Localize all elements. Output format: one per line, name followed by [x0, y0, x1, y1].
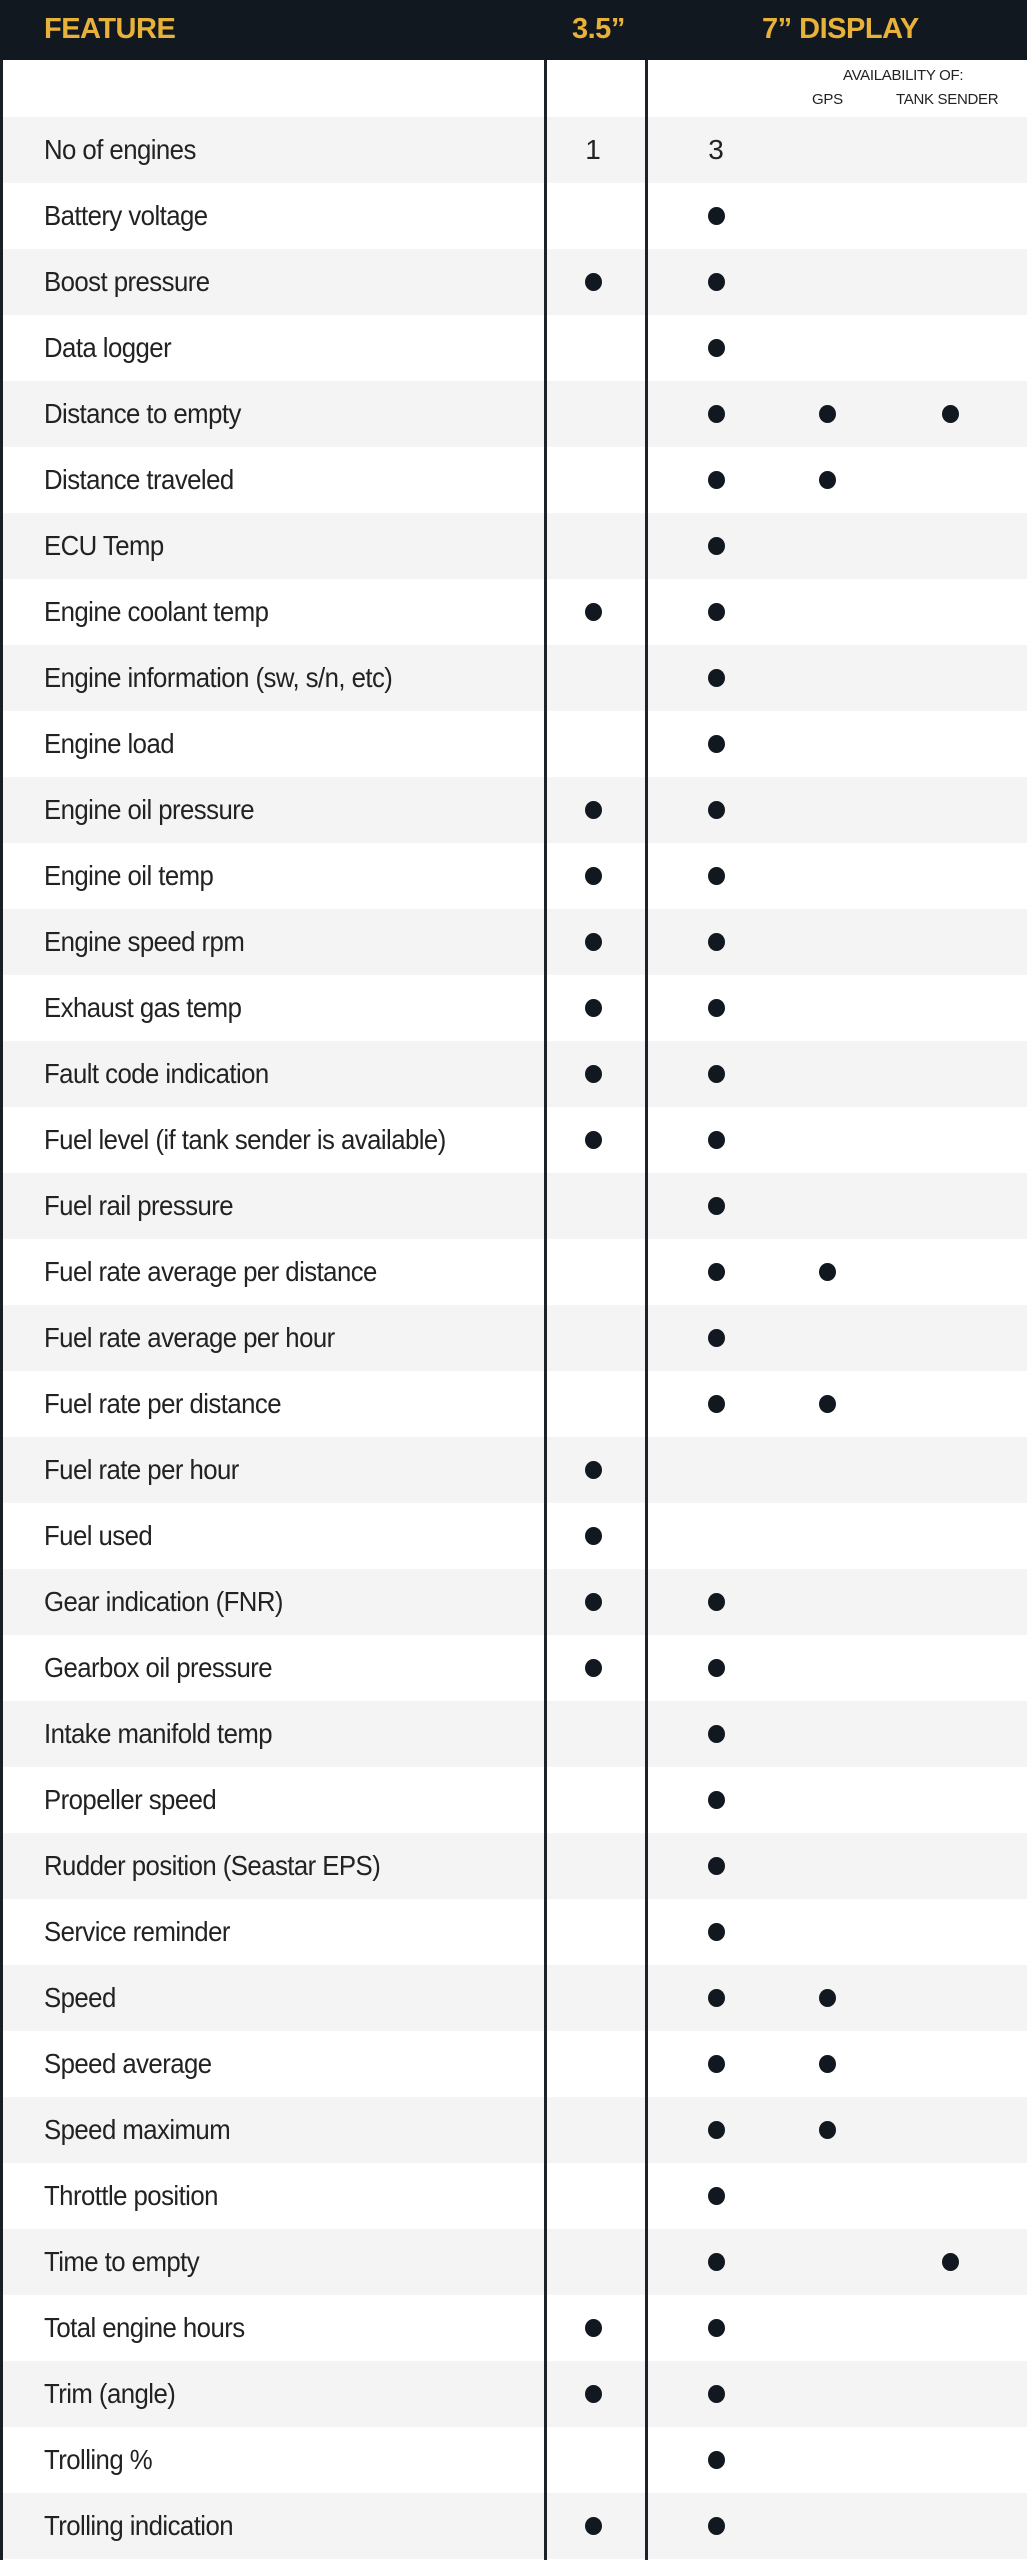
7-display-cell: [696, 2295, 736, 2361]
table-row: [3, 1239, 1027, 1305]
table-row: [3, 117, 1027, 183]
bullet-dot-icon: [585, 1131, 602, 1149]
bullet-dot-icon: [708, 1989, 725, 2007]
tank-sender-cell: [930, 1173, 970, 1239]
bullet-dot-icon: [708, 339, 725, 357]
table-row: [3, 381, 1027, 447]
bullet-dot-icon: [708, 1659, 725, 1677]
table-row: [3, 1041, 1027, 1107]
3-5-display-cell: [573, 1041, 613, 1107]
feature-table-body: [3, 117, 1027, 2559]
bullet-dot-icon: [708, 471, 725, 489]
3-5-display-cell: [573, 315, 613, 381]
7-display-cell: [696, 183, 736, 249]
feature-label: Distance to empty: [44, 398, 241, 429]
gps-cell: [807, 2427, 847, 2493]
bullet-dot-icon: [819, 2121, 836, 2139]
7-display-cell: [696, 843, 736, 909]
tank-sender-cell: [930, 1437, 970, 1503]
gps-cell: [807, 1239, 847, 1305]
table-row: [3, 1437, 1027, 1503]
bullet-dot-icon: [585, 273, 602, 291]
tank-sender-cell: [930, 1899, 970, 1965]
7-display-cell: [696, 447, 736, 513]
feature-label: Fuel rate per hour: [44, 1454, 239, 1485]
tank-sender-cell: [930, 1107, 970, 1173]
bullet-dot-icon: [708, 1593, 725, 1611]
7-display-cell: [696, 2361, 736, 2427]
table-row: [3, 2163, 1027, 2229]
7-display-cell: [696, 2229, 736, 2295]
bullet-dot-icon: [708, 603, 725, 621]
bullet-dot-icon: [708, 2055, 725, 2073]
tank-sender-cell: [930, 2427, 970, 2493]
tank-sender-cell: [930, 2031, 970, 2097]
7-display-cell: [696, 645, 736, 711]
tank-sender-cell: [930, 909, 970, 975]
table-row: [3, 447, 1027, 513]
7-display-cell: [696, 1371, 736, 1437]
7-display-cell: [696, 1569, 736, 1635]
gps-cell: [807, 909, 847, 975]
bullet-dot-icon: [708, 2517, 725, 2535]
tank-sender-cell: [930, 1371, 970, 1437]
tank-sender-cell: [930, 2295, 970, 2361]
table-row: [3, 1569, 1027, 1635]
3-5-display-cell: [573, 1569, 613, 1635]
tank-sender-cell: [930, 447, 970, 513]
3-5-display-cell: [573, 1701, 613, 1767]
feature-label: Speed average: [44, 2048, 212, 2079]
7-display-cell: [696, 2427, 736, 2493]
tank-sender-cell: [930, 1833, 970, 1899]
feature-label: Propeller speed: [44, 1784, 217, 1815]
tank-sender-cell: [930, 777, 970, 843]
table-row: [3, 1635, 1027, 1701]
bullet-dot-icon: [708, 933, 725, 951]
table-row: [3, 249, 1027, 315]
bullet-dot-icon: [585, 2517, 602, 2535]
7-display-cell: [696, 975, 736, 1041]
7-display-cell: [696, 1107, 736, 1173]
bullet-dot-icon: [708, 1263, 725, 1281]
table-row: [3, 1965, 1027, 2031]
bullet-dot-icon: [819, 1989, 836, 2007]
feature-label: Throttle position: [44, 2180, 218, 2211]
tank-sender-cell: [930, 249, 970, 315]
bullet-dot-icon: [585, 1461, 602, 1479]
gps-cell: [807, 1371, 847, 1437]
bullet-dot-icon: [708, 1725, 725, 1743]
gps-cell: [807, 1173, 847, 1239]
feature-label: Battery voltage: [44, 200, 208, 231]
gps-cell: [807, 2361, 847, 2427]
3-5-display-cell: [573, 1767, 613, 1833]
3-5-display-cell: [573, 447, 613, 513]
table-row: [3, 1503, 1027, 1569]
7-display-cell: [696, 1965, 736, 2031]
3-5-display-cell: [573, 1635, 613, 1701]
3-5-display-cell: [573, 249, 613, 315]
gps-cell: [807, 447, 847, 513]
table-row: [3, 975, 1027, 1041]
feature-label: Total engine hours: [44, 2312, 245, 2343]
tank-sender-cell: [930, 1503, 970, 1569]
table-row: [3, 711, 1027, 777]
7-display-cell: [696, 1635, 736, 1701]
bullet-dot-icon: [708, 867, 725, 885]
tank-sender-cell: [930, 1701, 970, 1767]
bullet-dot-icon: [708, 2253, 725, 2271]
feature-label: Rudder position (Seastar EPS): [44, 1850, 381, 1881]
3-5-display-cell: [573, 2229, 613, 2295]
bullet-dot-icon: [708, 1395, 725, 1413]
column-header-3-5-display: 3.5”: [572, 13, 625, 45]
table-header: [0, 0, 1027, 60]
tank-sender-cell: [930, 1767, 970, 1833]
bullet-dot-icon: [708, 2451, 725, 2469]
7-display-cell: [696, 2031, 736, 2097]
bullet-dot-icon: [708, 2319, 725, 2337]
gps-column-label: GPS: [812, 91, 843, 108]
table-row: [3, 513, 1027, 579]
feature-label: Fuel level (if tank sender is available): [44, 1124, 446, 1155]
feature-label: Fuel rate average per distance: [44, 1256, 377, 1287]
tank-sender-cell: [930, 315, 970, 381]
bullet-dot-icon: [585, 2385, 602, 2403]
bullet-dot-icon: [708, 1065, 725, 1083]
7-display-cell: [696, 1437, 736, 1503]
feature-label: Engine oil pressure: [44, 794, 255, 825]
tank-sender-cell: [930, 1965, 970, 2031]
gps-cell: [807, 1503, 847, 1569]
7-display-cell: [696, 711, 736, 777]
gps-cell: [807, 315, 847, 381]
table-row: [3, 2097, 1027, 2163]
column-header-feature: FEATURE: [44, 13, 176, 45]
table-row: [3, 777, 1027, 843]
feature-label: Speed: [44, 1982, 116, 2013]
7-display-cell: [696, 1173, 736, 1239]
feature-label: Engine load: [44, 728, 175, 759]
bullet-dot-icon: [708, 2121, 725, 2139]
feature-label: Service reminder: [44, 1916, 230, 1947]
gps-cell: [807, 645, 847, 711]
3-5-display-cell: [573, 183, 613, 249]
bullet-dot-icon: [585, 603, 602, 621]
7-display-cell: [696, 381, 736, 447]
feature-label: Distance traveled: [44, 464, 234, 495]
table-row: [3, 909, 1027, 975]
7-display-cell: [696, 1239, 736, 1305]
3-5-display-cell: [573, 381, 613, 447]
7-display-cell: [696, 2493, 736, 2559]
3-5-display-cell: [573, 1371, 613, 1437]
feature-label: Engine coolant temp: [44, 596, 269, 627]
7-display-cell: [696, 1041, 736, 1107]
gps-cell: [807, 1305, 847, 1371]
feature-label: Fault code indication: [44, 1058, 269, 1089]
bullet-dot-icon: [585, 1659, 602, 1677]
tank-sender-cell: [930, 117, 970, 183]
feature-label: Engine information (sw, s/n, etc): [44, 662, 393, 693]
tank-sender-cell: [930, 1305, 970, 1371]
7-display-cell: [696, 513, 736, 579]
7-display-cell: [696, 1833, 736, 1899]
gps-cell: [807, 1041, 847, 1107]
table-row: [3, 2229, 1027, 2295]
table-row: [3, 1107, 1027, 1173]
gps-cell: [807, 381, 847, 447]
bullet-dot-icon: [585, 1065, 602, 1083]
table-row: [3, 1173, 1027, 1239]
bullet-dot-icon: [585, 801, 602, 819]
gps-cell: [807, 1899, 847, 1965]
bullet-dot-icon: [708, 801, 725, 819]
gps-cell: [807, 1767, 847, 1833]
bullet-dot-icon: [708, 669, 725, 687]
3-5-display-cell: [573, 909, 613, 975]
column-divider: [544, 60, 547, 2560]
feature-label: Engine speed rpm: [44, 926, 245, 957]
bullet-dot-icon: [708, 1197, 725, 1215]
bullet-dot-icon: [708, 1329, 725, 1347]
7-display-cell: [696, 1305, 736, 1371]
feature-label: No of engines: [44, 134, 196, 165]
table-row: [3, 183, 1027, 249]
3-5-display-cell: [573, 645, 613, 711]
feature-label: Fuel rate average per hour: [44, 1322, 335, 1353]
table-row: [3, 1899, 1027, 1965]
bullet-dot-icon: [708, 1923, 725, 1941]
bullet-dot-icon: [819, 405, 836, 423]
3-5-display-cell: [573, 1173, 613, 1239]
gps-cell: [807, 2229, 847, 2295]
bullet-dot-icon: [819, 2055, 836, 2073]
bullet-dot-icon: [708, 537, 725, 555]
feature-label: Speed maximum: [44, 2114, 231, 2145]
gps-cell: [807, 183, 847, 249]
3-5-display-cell: [573, 1305, 613, 1371]
bullet-dot-icon: [708, 999, 725, 1017]
3-5-display-cell: [573, 777, 613, 843]
3-5-display-cell: [573, 1107, 613, 1173]
feature-label: ECU Temp: [44, 530, 164, 561]
3-5-display-cell: [573, 1965, 613, 2031]
3-5-display-cell: [573, 2163, 613, 2229]
gps-cell: [807, 579, 847, 645]
bullet-dot-icon: [942, 405, 959, 423]
table-row: [3, 579, 1027, 645]
gps-cell: [807, 249, 847, 315]
bullet-dot-icon: [708, 1131, 725, 1149]
gps-cell: [807, 2163, 847, 2229]
3-5-display-cell: [573, 1899, 613, 1965]
tank-sender-cell: [930, 579, 970, 645]
table-row: [3, 1305, 1027, 1371]
7-display-cell: [696, 315, 736, 381]
table-row: [3, 1767, 1027, 1833]
tank-sender-cell: [930, 1041, 970, 1107]
3-5-display-cell: [573, 2427, 613, 2493]
gps-cell: [807, 975, 847, 1041]
bullet-dot-icon: [585, 1593, 602, 1611]
3-5-display-cell: [573, 2493, 613, 2559]
7-display-cell: [696, 2163, 736, 2229]
feature-label: Fuel used: [44, 1520, 153, 1551]
3-5-display-cell: [573, 2295, 613, 2361]
table-row: [3, 2427, 1027, 2493]
gps-cell: [807, 2493, 847, 2559]
tank-sender-column-label: TANK SENDER: [896, 91, 999, 108]
table-row: [3, 315, 1027, 381]
3-5-display-cell: [573, 2031, 613, 2097]
feature-label: Fuel rail pressure: [44, 1190, 234, 1221]
gps-cell: [807, 711, 847, 777]
feature-label: Time to empty: [44, 2246, 200, 2277]
column-divider: [645, 60, 648, 2560]
bullet-dot-icon: [585, 867, 602, 885]
bullet-dot-icon: [819, 1263, 836, 1281]
feature-label: Trolling %: [44, 2444, 153, 2475]
feature-label: Boost pressure: [44, 266, 210, 297]
tank-sender-cell: [930, 381, 970, 447]
gps-cell: [807, 1569, 847, 1635]
3-5-display-cell: [573, 1833, 613, 1899]
bullet-dot-icon: [585, 999, 602, 1017]
bullet-dot-icon: [708, 735, 725, 753]
bullet-dot-icon: [819, 471, 836, 489]
3-5-display-cell: [573, 1503, 613, 1569]
feature-label: Engine oil temp: [44, 860, 214, 891]
column-header-7-display: 7” DISPLAY: [762, 13, 919, 45]
7-display-cell: [696, 249, 736, 315]
table-row: [3, 843, 1027, 909]
gps-cell: [807, 1437, 847, 1503]
3-5-display-cell: [573, 2361, 613, 2427]
7-display-cell: [696, 1899, 736, 1965]
tank-sender-cell: [930, 2361, 970, 2427]
gps-cell: [807, 1833, 847, 1899]
tank-sender-cell: [930, 2493, 970, 2559]
3-5-display-cell: [573, 513, 613, 579]
tank-sender-cell: [930, 2163, 970, 2229]
tank-sender-cell: [930, 1569, 970, 1635]
7-display-cell: [696, 579, 736, 645]
table-row: [3, 645, 1027, 711]
bullet-dot-icon: [708, 1791, 725, 1809]
table-row: [3, 2295, 1027, 2361]
tank-sender-cell: [930, 183, 970, 249]
cell-value: 1: [585, 134, 601, 165]
tank-sender-cell: [930, 2229, 970, 2295]
feature-label: Exhaust gas temp: [44, 992, 242, 1023]
table-row: [3, 2361, 1027, 2427]
gps-cell: [807, 2295, 847, 2361]
tank-sender-cell: [930, 645, 970, 711]
tank-sender-cell: [930, 711, 970, 777]
tank-sender-cell: [930, 513, 970, 579]
3-5-display-cell: [573, 711, 613, 777]
bullet-dot-icon: [942, 2253, 959, 2271]
tank-sender-cell: [930, 1635, 970, 1701]
3-5-display-cell: [573, 579, 613, 645]
feature-label: Data logger: [44, 332, 172, 363]
bullet-dot-icon: [585, 1527, 602, 1545]
tank-sender-cell: [930, 975, 970, 1041]
feature-label: Fuel rate per distance: [44, 1388, 282, 1419]
gps-cell: [807, 1635, 847, 1701]
table-row: [3, 2493, 1027, 2559]
gps-cell: [807, 777, 847, 843]
tank-sender-cell: [930, 2097, 970, 2163]
7-display-cell: [696, 909, 736, 975]
bullet-dot-icon: [585, 2319, 602, 2337]
3-5-display-cell: [573, 843, 613, 909]
7-display-cell: [696, 777, 736, 843]
gps-cell: [807, 513, 847, 579]
7-display-cell: [696, 117, 736, 183]
bullet-dot-icon: [708, 405, 725, 423]
7-display-cell: [696, 2097, 736, 2163]
table-row: [3, 1833, 1027, 1899]
gps-cell: [807, 1965, 847, 2031]
3-5-display-cell: [573, 117, 613, 183]
bullet-dot-icon: [708, 273, 725, 291]
table-row: [3, 2031, 1027, 2097]
7-display-cell: [696, 1503, 736, 1569]
feature-label: Gear indication (FNR): [44, 1586, 283, 1617]
bullet-dot-icon: [585, 933, 602, 951]
3-5-display-cell: [573, 1437, 613, 1503]
gps-cell: [807, 1107, 847, 1173]
cell-value: 3: [708, 134, 724, 165]
table-row: [3, 1701, 1027, 1767]
3-5-display-cell: [573, 975, 613, 1041]
table-row: [3, 1371, 1027, 1437]
feature-label: Gearbox oil pressure: [44, 1652, 273, 1683]
7-display-cell: [696, 1767, 736, 1833]
gps-cell: [807, 2031, 847, 2097]
3-5-display-cell: [573, 1239, 613, 1305]
feature-label: Trim (angle): [44, 2378, 176, 2409]
3-5-display-cell: [573, 2097, 613, 2163]
tank-sender-cell: [930, 843, 970, 909]
bullet-dot-icon: [708, 2385, 725, 2403]
availability-label: AVAILABILITY OF:: [843, 67, 964, 84]
gps-cell: [807, 843, 847, 909]
gps-cell: [807, 117, 847, 183]
bullet-dot-icon: [708, 1857, 725, 1875]
7-display-cell: [696, 1701, 736, 1767]
bullet-dot-icon: [819, 1395, 836, 1413]
gps-cell: [807, 2097, 847, 2163]
bullet-dot-icon: [708, 207, 725, 225]
bullet-dot-icon: [708, 2187, 725, 2205]
tank-sender-cell: [930, 1239, 970, 1305]
gps-cell: [807, 1701, 847, 1767]
feature-label: Intake manifold temp: [44, 1718, 273, 1749]
feature-label: Trolling indication: [44, 2510, 234, 2541]
